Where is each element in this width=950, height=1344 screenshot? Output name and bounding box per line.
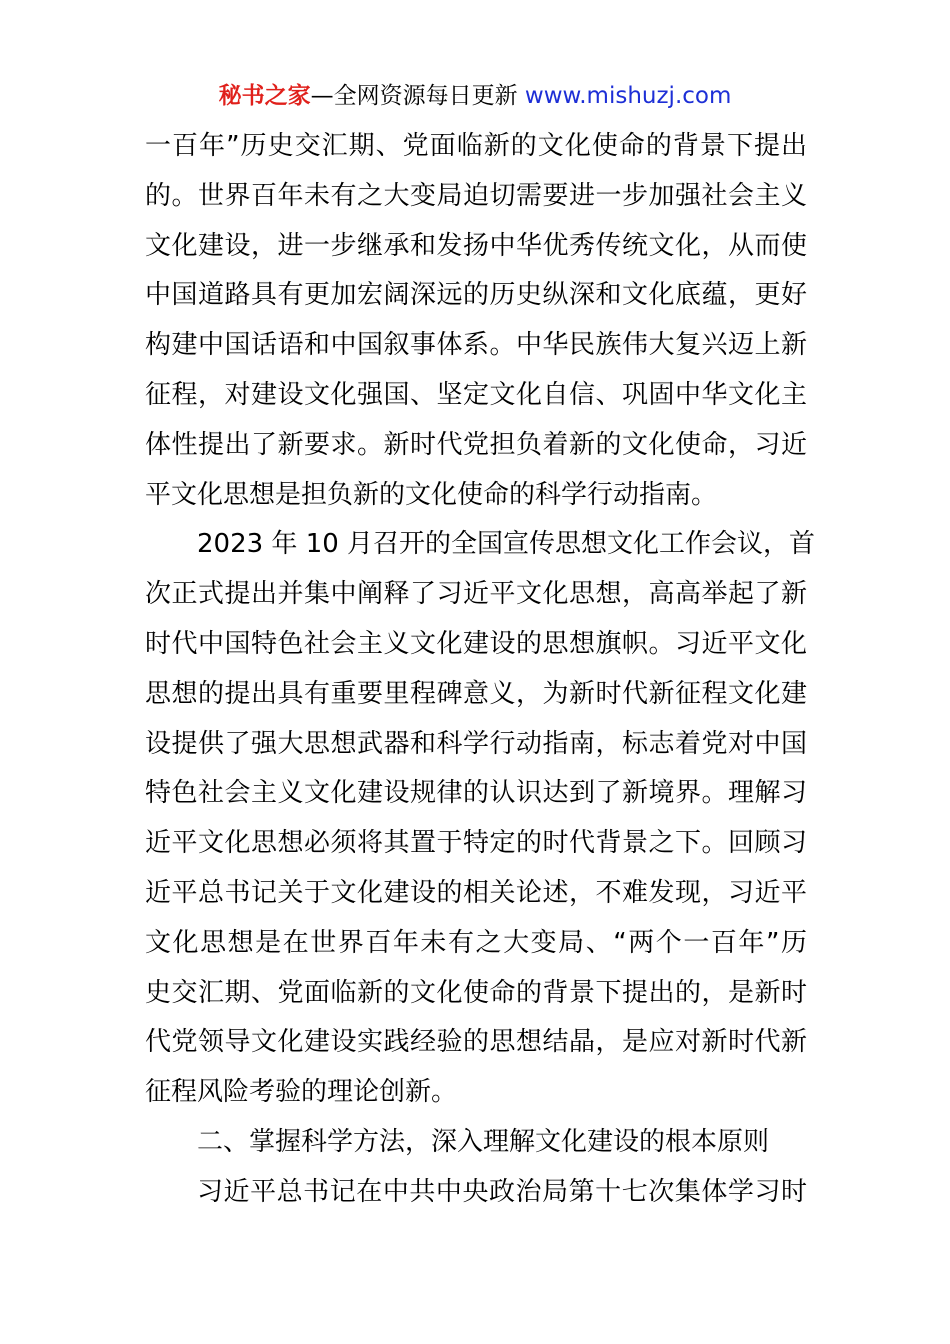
section-heading: 二、掌握科学方法，深入理解文化建设的根本原则	[197, 1126, 770, 1157]
text-line: 设提供了强大思想武器和科学行动指南，标志着党对中国	[145, 728, 807, 759]
text-line: 代党领导文化建设实践经验的思想结晶，是应对新时代新	[145, 1027, 807, 1058]
text-line: 时代中国特色社会主义文化建设的思想旗帜。习近平文化	[145, 628, 807, 659]
text-line: 特色社会主义文化建设规律的认识达到了新境界。理解习	[145, 778, 807, 809]
site-tagline: —全网资源每日更新	[310, 83, 525, 109]
site-brand: 秘书之家	[218, 83, 311, 109]
text-line: 近平总书记关于文化建设的相关论述，不难发现，习近平	[145, 877, 807, 908]
document-body	[145, 122, 816, 1218]
text-line: 体性提出了新要求。新时代党担负着新的文化使命，习近	[145, 429, 807, 460]
site-header	[0, 80, 950, 112]
text-line: 的。世界百年未有之大变局迫切需要进一步加强社会主义	[145, 180, 807, 211]
text-line: 征程风险考验的理论创新。	[145, 1077, 458, 1108]
text-line: 习近平总书记在中共中央政治局第十七次集体学习时	[197, 1176, 807, 1207]
text-line: 次正式提出并集中阐释了习近平文化思想，高高举起了新	[145, 579, 807, 610]
text-line: 征程，对建设文化强国、坚定文化自信、巩固中华文化主	[145, 379, 807, 410]
site-url-link[interactable]: www.mishuzj.com	[524, 83, 732, 109]
text-line: 文化建设，进一步继承和发扬中华优秀传统文化，从而使	[145, 230, 807, 261]
text-line: 2023 年 10 月召开的全国宣传思想文化工作会议，首	[197, 529, 816, 560]
text-line: 思想的提出具有重要里程碑意义，为新时代新征程文化建	[145, 678, 807, 709]
text-line: 近平文化思想必须将其置于特定的时代背景之下。回顾习	[145, 828, 807, 859]
text-line: 构建中国话语和中国叙事体系。中华民族伟大复兴迈上新	[145, 330, 807, 361]
text-line: 平文化思想是担负新的文化使命的科学行动指南。	[145, 479, 718, 510]
text-line: 文化思想是在世界百年未有之大变局、“两个一百年”历	[145, 927, 807, 958]
text-line: 史交汇期、党面临新的文化使命的背景下提出的，是新时	[145, 977, 807, 1008]
text-line: 中国道路具有更加宏阔深远的历史纵深和文化底蕴，更好	[145, 280, 807, 311]
text-line: 一百年”历史交汇期、党面临新的文化使命的背景下提出	[145, 131, 807, 161]
